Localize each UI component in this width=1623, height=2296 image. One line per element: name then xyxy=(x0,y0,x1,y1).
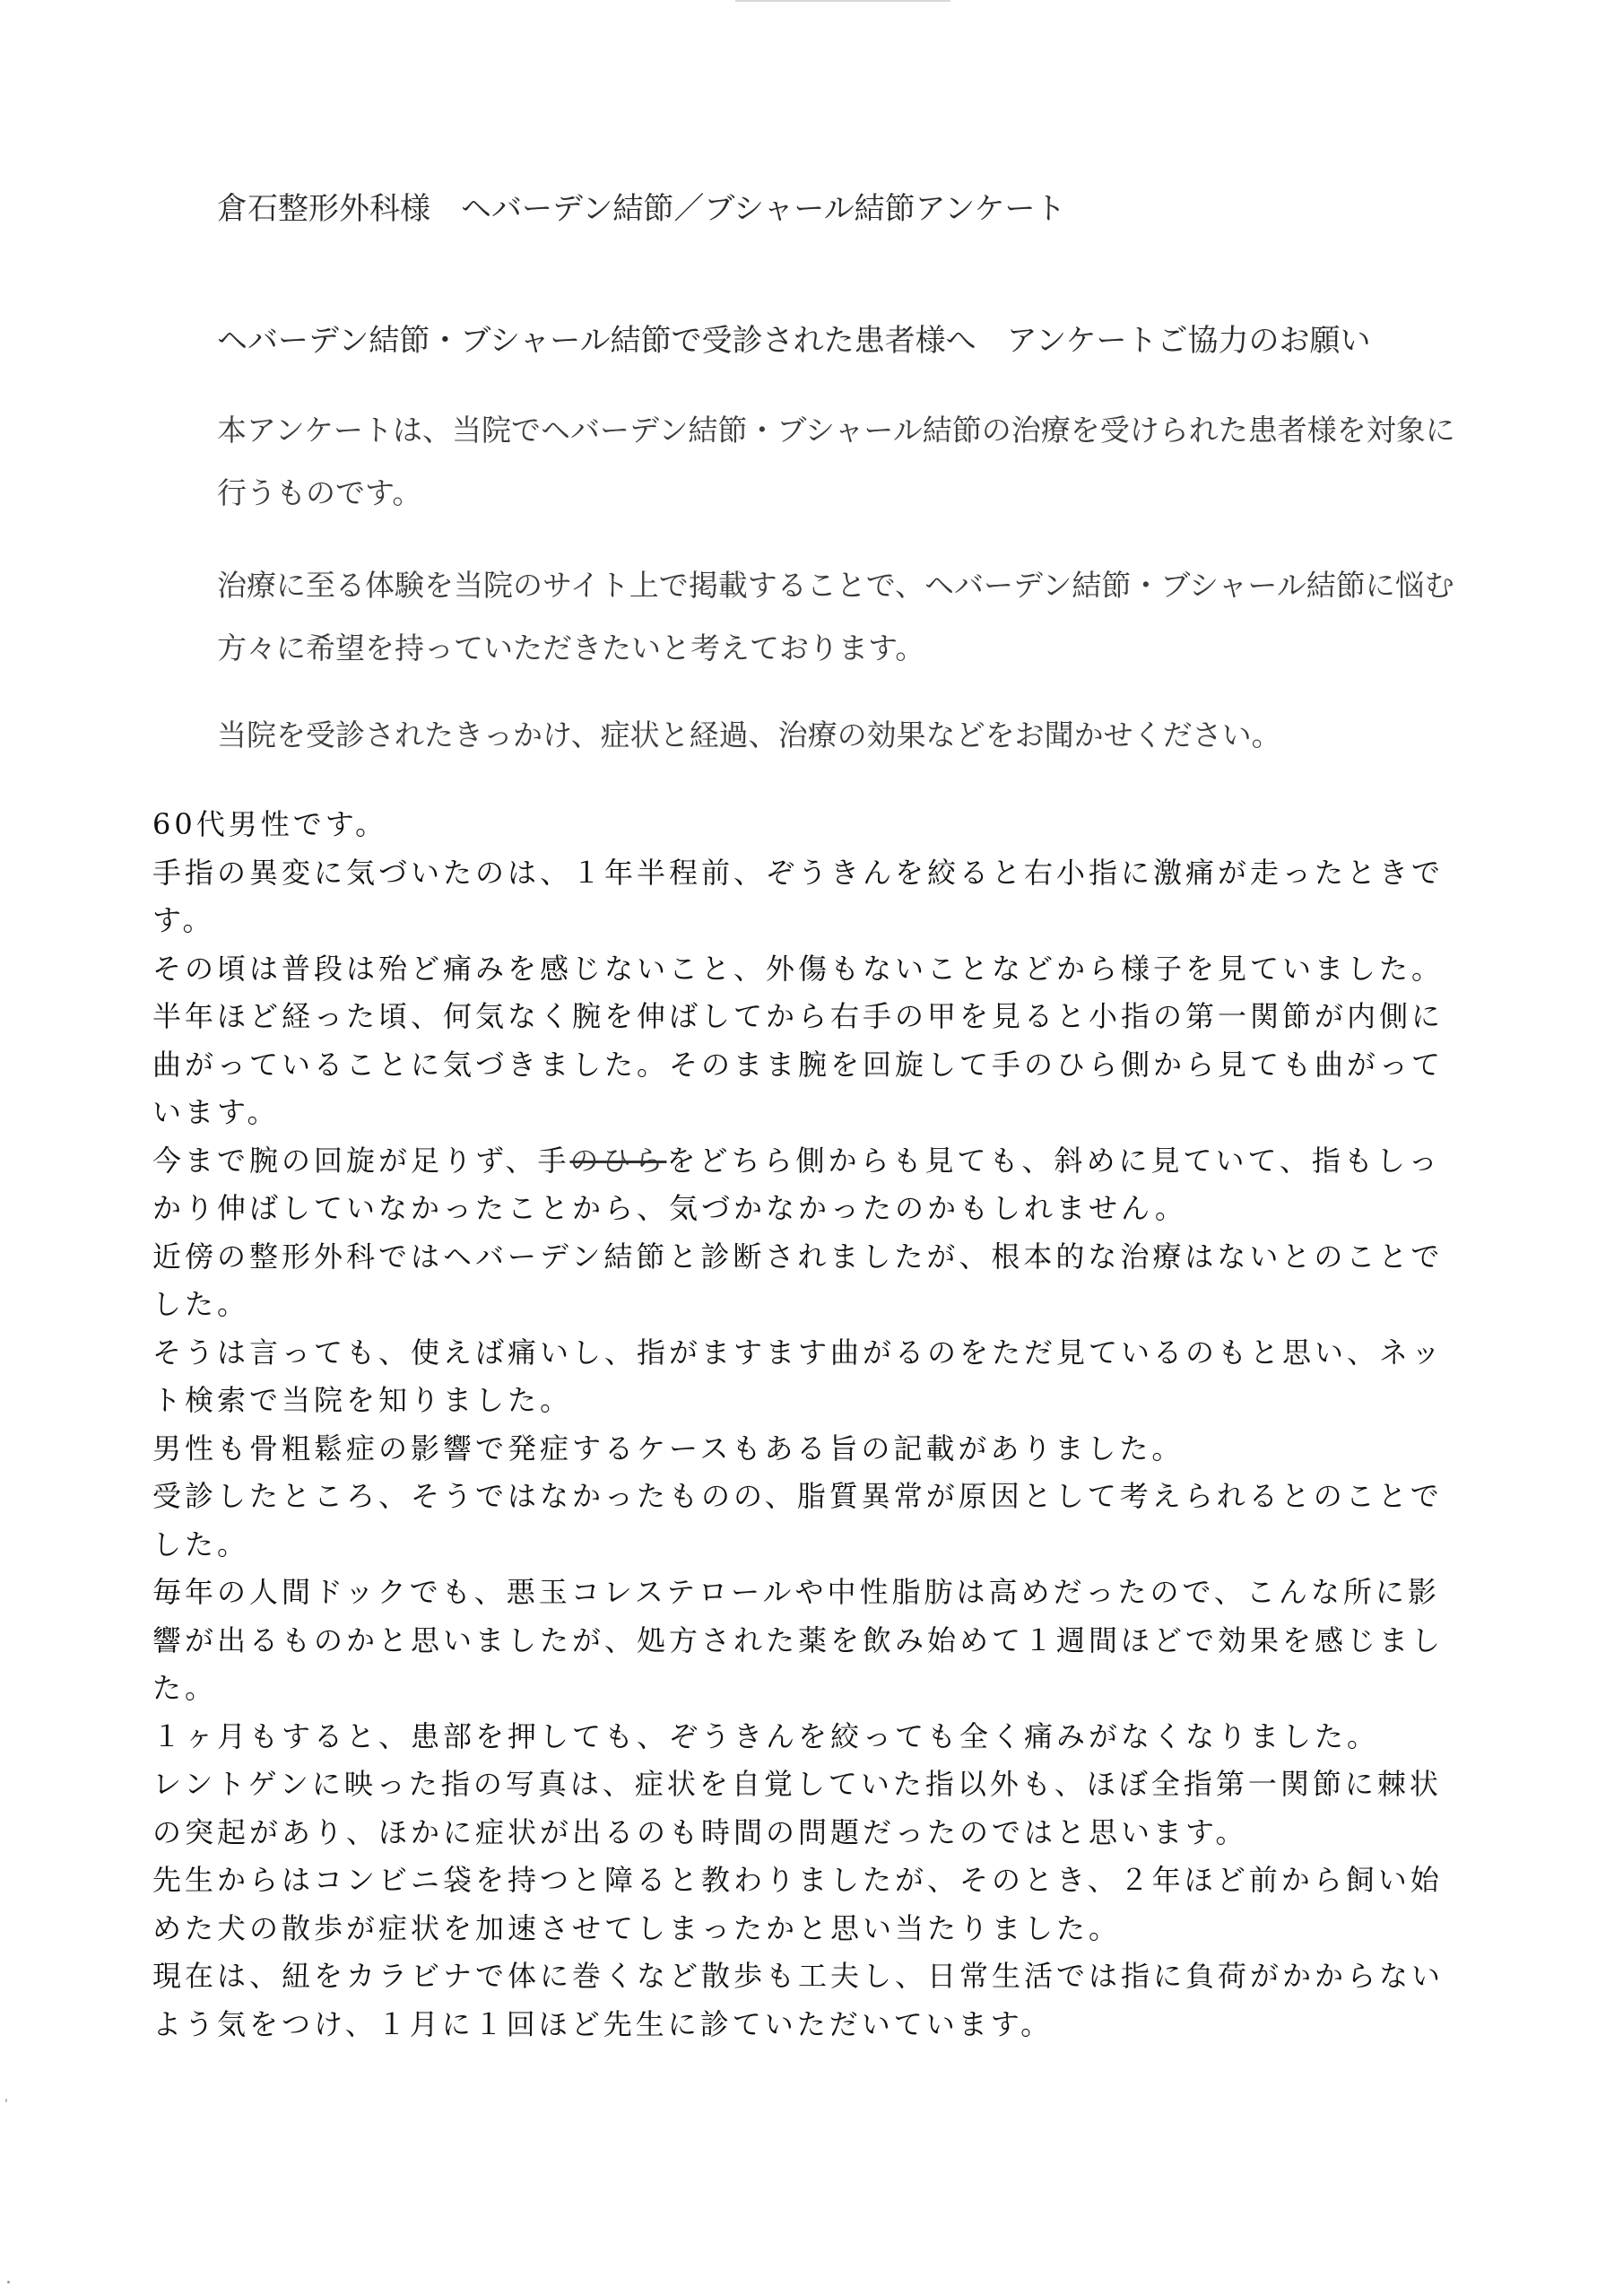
answer-line: その頃は普段は殆ど痛みを感じないこと、外傷もないことなどから様子を見ていました。 xyxy=(152,951,1445,986)
struck-out-text: のひら xyxy=(569,1143,667,1178)
intro-paragraph-3: 当院を受診されたきっかけ、症状と経過、治療の効果などをお聞かせください。 xyxy=(217,718,1281,752)
answer-line xyxy=(152,1137,1471,1186)
answer-line: 近傍の整形外科ではヘバーデン結節と診断されましたが、根本的な治療はないとのことで xyxy=(152,1239,1444,1274)
answer-line: の突起があり、ほかに症状が出るのも時間の問題だったのではと思います。 xyxy=(152,1814,1248,1849)
margin-speck xyxy=(5,2099,7,2102)
margin-speck xyxy=(7,2281,10,2283)
answer-line: 現在は、紐をカラビナで体に巻くなど散歩も工夫し、日常生活では指に負荷がかからない xyxy=(152,1959,1445,1993)
answer-line: 先生からはコンビニ袋を持つと障ると教わりましたが、そのとき、２年ほど前から飼い始 xyxy=(152,1863,1443,1897)
answer-line: そうは言っても、使えば痛いし、指がますます曲がるのをただ見ているのもと思い、ネッ xyxy=(152,1335,1445,1370)
answer-line: レントゲンに映った指の写真は、症状を自覚していた指以外も、ほぼ全指第一関節に棘状 xyxy=(152,1767,1442,1801)
answer-line: います。 xyxy=(152,1095,280,1129)
answer-text: 今まで腕の回旋が足りず、手 xyxy=(152,1143,570,1178)
survey-heading: ヘバーデン結節・ブシャール結節で受診された患者様へ アンケートご協力のお願い xyxy=(217,323,1371,359)
answer-line: した。 xyxy=(152,1526,250,1561)
answer-line: めた犬の散歩が症状を加速させてしまったかと思い当たりました。 xyxy=(152,1910,1122,1945)
answer-line: 曲がっていることに気づきました。そのまま腕を回旋して手のひら側から見ても曲がって xyxy=(152,1047,1445,1082)
answer-line: した。 xyxy=(152,1287,250,1321)
answer-text: をどちら側からも見ても、斜めに見ていて、指もしっ xyxy=(666,1143,1441,1178)
answer-line: 毎年の人間ドックでも、悪玉コレステロールや中性脂肪は高めだったので、こんな所に影 xyxy=(152,1575,1440,1609)
intro-paragraph-1: 本アンケートは、当院でヘバーデン結節・ブシャール結節の治療を受けられた患者様を対象に行うものです。 xyxy=(217,413,1455,510)
answer-line: ト検索で当院を知りました。 xyxy=(152,1383,573,1417)
answer-line: 響が出るものかと思いましたが、処方された薬を飲み始めて１週間ほどで効果を感じまし xyxy=(152,1622,1445,1657)
answer-line: す。 xyxy=(152,903,215,937)
document-title: 倉石整形外科様 ヘバーデン結節／ブシャール結節アンケート xyxy=(217,191,1066,227)
scan-artifact xyxy=(735,0,950,2)
answer-line: 60代男性です。 xyxy=(152,807,388,841)
answer-line: た。 xyxy=(152,1671,218,1705)
patient-answer xyxy=(152,801,1471,2048)
answer-line: １ヶ月もすると、患部を押しても、ぞうきんを絞っても全く痛みがなくなりました。 xyxy=(152,1718,1380,1753)
answer-line: 男性も骨粗鬆症の影響で発症するケースもある旨の記載がありました。 xyxy=(152,1431,1185,1465)
answer-line: よう気をつけ、１月に１回ほど先生に診ていただいています。 xyxy=(152,2006,1054,2041)
answer-line: かり伸ばしていなかったことから、気づかなかったのかもしれません。 xyxy=(152,1191,1187,1225)
intro-paragraph-2: 治療に至る体験を当院のサイト上で掲載することで、ヘバーデン結節・ブシャール結節に悩む方々に希望を持っていただきたいと考えております。 xyxy=(217,568,1454,665)
answer-line: 半年ほど経った頃、何気なく腕を伸ばしてから右手の甲を見ると小指の第一関節が内側に xyxy=(152,999,1445,1033)
answer-line: 手指の異変に気づいたのは、１年半程前、ぞうきんを絞ると右小指に激痛が走ったときで xyxy=(152,855,1445,890)
answer-line: 受診したところ、そうではなかったものの、脂質異常が原因として考えられるとのことで xyxy=(152,1479,1443,1513)
